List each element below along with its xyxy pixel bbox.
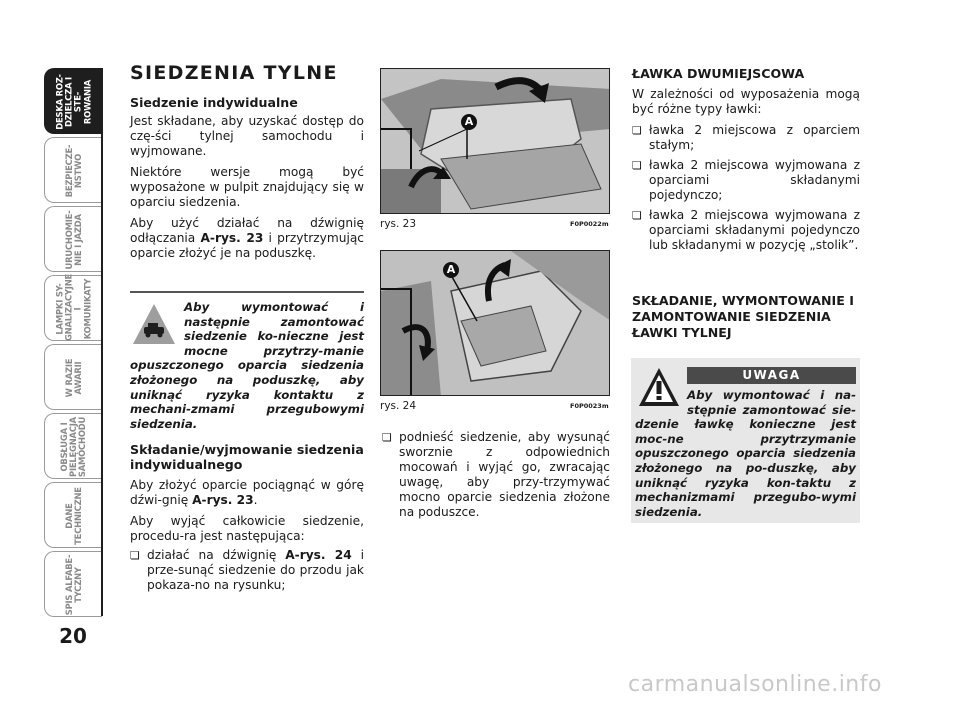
right-column bbox=[632, 66, 860, 341]
figure-reference: A-rys. 24 bbox=[285, 548, 352, 562]
list-item: ❏ ławka 2 miejscowa wyjmowana z oparciami składanymi pojedynczo; bbox=[632, 158, 860, 203]
list-item: ❏ ławka 2 miejscowa wyjmowana z oparciami składanymi pojedynczo lub składanymi w pozycję „stolik”. bbox=[632, 208, 860, 253]
figure-reference: A-rys. 23 bbox=[192, 493, 254, 507]
figure-code: F0P0023m bbox=[570, 402, 609, 410]
warning-box-text: Aby wymontować i na-stępnie zamontować sie-dzenie ławkę konieczne jest moc-ne przytrzymanie opuszczonego oparcia siedzenia złożonego na po-duszkę, aby uniknąć ryzyka kon-taktu z mechanizmami przegubo-wymi siedzenia. bbox=[635, 388, 856, 519]
paragraph: Aby użyć działać na dźwignię odłączania A-rys. 23 i przytrzymując oparcie złożyć je na poduszkę. bbox=[130, 216, 364, 260]
figure-reference: A-rys. 23 bbox=[200, 231, 264, 245]
tab-spis-alfabetyczny[interactable]: SPIS ALFABE- TYCZNY bbox=[44, 551, 102, 617]
tab-deska-rozdzielcza[interactable]: DESKA ROZ- DZIELCZA I STE- ROWANIA bbox=[44, 68, 102, 134]
heading-removal: SKŁADANIE, WYMONTOWANIE I ZAMONTOWANIE SIEDZENIA ŁAWKI TYLNEJ bbox=[632, 293, 854, 340]
figure-24-image bbox=[380, 250, 610, 396]
list-item: ❏ podnieść siedzenie, aby wysunąć sworznie z odpowiednich mocowań i wyjąć go, zwracając uwagę, aby przy-trzymywać mocno oparcie siedzenia złożone na poduszce. bbox=[382, 430, 610, 520]
page-number: 20 bbox=[59, 624, 87, 648]
marker-a: A bbox=[461, 114, 477, 130]
warning-box-header: UWAGA bbox=[687, 367, 856, 384]
tab-uruchomienie[interactable]: URUCHOMIE- NIE I JAZDA bbox=[44, 206, 102, 272]
subheading-folding: Składanie/wyjmowanie siedzenia indywidualnego bbox=[130, 442, 364, 472]
paragraph: Niektóre wersje mogą być wyposażone w pulpit znajdujący się w oparciu siedzenia. bbox=[130, 165, 364, 209]
paragraph: W zależności od wyposażenia mogą być różne typy ławki: bbox=[632, 87, 860, 116]
warning-text: Aby wymontować i następnie zamontować siedzenie ko-nieczne jest mocne przytrzy-manie opuszczonego oparcia siedzenia złożonego na poduszkę, aby uniknąć ryzyka kontaktu z mechani-zmami przegubowymi siedzenia. bbox=[130, 300, 364, 431]
figure-caption: rys. 23 bbox=[380, 218, 417, 230]
warning-box bbox=[631, 358, 860, 523]
figure-23-image bbox=[380, 68, 610, 214]
tab-spine bbox=[101, 68, 103, 616]
subheading-individual-seat: Siedzenie indywidualne bbox=[130, 95, 298, 110]
paragraph: Aby wyjąć całkowicie siedzenie, procedu-ra jest następująca: bbox=[130, 514, 364, 543]
middle-column bbox=[382, 430, 610, 520]
tab-bezpieczenstwo[interactable]: BEZPIECZE- ŃSTWO bbox=[44, 137, 102, 203]
tab-obsluga[interactable]: OBSŁUGA I PIELĘGNACJA SAMOCHODU bbox=[44, 413, 102, 479]
heading-bench: ŁAWKA DWUMIEJSCOWA bbox=[632, 66, 805, 81]
watermark: carmanualsonline.info bbox=[628, 672, 882, 697]
list-item: ❏ ławka 2 miejscowa z oparciem stałym; bbox=[632, 123, 860, 153]
divider bbox=[130, 291, 364, 293]
paragraph: Jest składane, aby uzyskać dostęp do czę-ści tylnej samochodu i wyjmowane. bbox=[130, 114, 364, 158]
tab-lampki[interactable]: LAMPKI SY- GNALIZACYJNE I KOMUNIKATY bbox=[44, 275, 102, 341]
list-item: ❏ działać na dźwignię A-rys. 24 i prze-sunąć siedzenie do przodu jak pokaza-no na rysunku; bbox=[130, 548, 364, 593]
figure-code: F0P0022m bbox=[570, 220, 609, 228]
paragraph: Aby złożyć oparcie pociągnąć w górę dźwi-gnię A-rys. 23. bbox=[130, 478, 364, 507]
section-title: SIEDZENIA TYLNE bbox=[130, 62, 338, 84]
tab-dane-techniczne[interactable]: DANE TECHNICZNE bbox=[44, 482, 102, 548]
marker-a: A bbox=[443, 262, 459, 278]
tab-w-razie-awarii[interactable]: W RAZIE AWARII bbox=[44, 344, 102, 410]
left-column-lower bbox=[130, 442, 364, 593]
left-column bbox=[130, 62, 364, 261]
figure-caption: rys. 24 bbox=[380, 400, 417, 412]
